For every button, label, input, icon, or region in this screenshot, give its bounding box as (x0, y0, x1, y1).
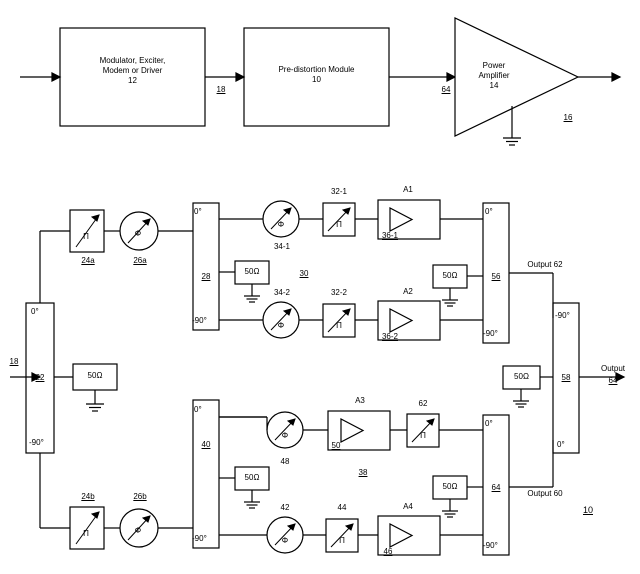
modulator-line-2: Modem or Driver (102, 66, 163, 75)
attenuator-24a-glyph: Π (83, 232, 89, 241)
figure-ref: 10 (582, 505, 593, 515)
predistortion-block-label (246, 65, 387, 85)
attenuator-32-1-ref: 32-1 (330, 187, 347, 196)
power-amplifier-label (462, 61, 526, 91)
final-output-label: Output (600, 364, 625, 373)
combiner-58-port-0: 0° (557, 440, 565, 449)
attenuator-32-2-ref: 32-2 (330, 288, 347, 297)
term-28-label: 50Ω (244, 267, 260, 276)
attenuator-44-ref: 44 (337, 503, 347, 512)
phase-26b-ref: 26b (133, 492, 147, 501)
phase-34-2-ref: 34-2 (273, 288, 290, 297)
bottom-input-label: 18 (9, 357, 19, 366)
amp-a3-ref: 50 (331, 441, 341, 450)
group-38-ref: 38 (358, 468, 368, 477)
splitter-22-port-0: 0° (31, 307, 39, 316)
term-40-label: 50Ω (244, 473, 260, 482)
attenuator-44-glyph: Π (339, 536, 345, 545)
phase-26a-glyph: Φ (134, 229, 142, 238)
combiner-58-port-90: -90° (555, 311, 570, 320)
amp-a2-name: A2 (403, 287, 413, 296)
amp-a1-ref: 36-1 (381, 231, 398, 240)
phase-34-1-ref: 34-1 (273, 242, 290, 251)
attenuator-24a-ref: 24a (81, 256, 95, 265)
combiner-58-ref: 58 (561, 373, 571, 382)
amp-a3-name: A3 (355, 396, 365, 405)
predistortion-ref: 10 (312, 75, 321, 84)
modulator-line-1: Modulator, Exciter, (99, 56, 166, 65)
attenuator-24b-glyph: Π (83, 529, 89, 538)
predistortion-line-1: Pre-distortion Module (278, 65, 355, 74)
power-amplifier-line-2: Amplifier (478, 71, 510, 80)
term-64-label: 50Ω (442, 482, 458, 491)
top-signal-18: 18 (216, 85, 226, 94)
power-amplifier-ref: 14 (489, 81, 499, 90)
splitter-28-port-90: -90° (192, 316, 207, 325)
final-output-ref: 64 (608, 376, 618, 385)
attenuator-62-glyph: Π (420, 431, 426, 440)
top-signal-64: 64 (441, 85, 451, 94)
group-30-ref: 30 (299, 269, 309, 278)
term-58-label: 50Ω (514, 372, 529, 381)
combiner-64-port-90: -90° (483, 541, 498, 550)
combiner-64-ref: 64 (491, 483, 501, 492)
splitter-22-port-90: -90° (29, 438, 44, 447)
splitter-22-ref: 22 (35, 373, 45, 382)
phase-48-ref: 48 (280, 457, 290, 466)
phase-34-1-glyph: Φ (277, 220, 285, 229)
splitter-40-ref: 40 (201, 440, 211, 449)
amp-a4-ref: 46 (383, 547, 393, 556)
combiner-56-port-90: -90° (483, 329, 498, 338)
phase-26b-glyph: Φ (134, 526, 142, 535)
output-62-label: Output 62 (527, 260, 563, 269)
power-amplifier-line-1: Power (482, 61, 506, 70)
attenuator-24b-ref: 24b (81, 492, 95, 501)
attenuator-62-ref: 62 (418, 399, 428, 408)
modulator-ref: 12 (128, 76, 137, 85)
attenuator-32-1-glyph: Π (336, 220, 342, 229)
phase-34-2-glyph: Φ (277, 321, 285, 330)
term-22-label: 50Ω (87, 371, 103, 380)
splitter-40-port-90: -90° (192, 534, 207, 543)
splitter-28-ref: 28 (201, 272, 211, 281)
combiner-64-port-0: 0° (485, 419, 493, 428)
attenuator-32-2-glyph: Π (336, 321, 342, 330)
phase-42-glyph: Φ (281, 536, 289, 545)
output-60-label: Output 60 (527, 489, 563, 498)
amp-a4-name: A4 (403, 502, 413, 511)
modulator-block-label (62, 56, 203, 86)
amp-a1-name: A1 (403, 185, 413, 194)
splitter-40-port-0: 0° (194, 405, 202, 414)
combiner-56-ref: 56 (491, 272, 501, 281)
splitter-28-port-0: 0° (194, 207, 202, 216)
phase-42-ref: 42 (280, 503, 290, 512)
term-56-label: 50Ω (442, 271, 458, 280)
amp-a2-ref: 36-2 (381, 332, 398, 341)
top-signal-16: 16 (563, 113, 573, 122)
phase-48-glyph: Φ (281, 431, 289, 440)
combiner-56-port-0: 0° (485, 207, 493, 216)
phase-26a-ref: 26a (133, 256, 147, 265)
